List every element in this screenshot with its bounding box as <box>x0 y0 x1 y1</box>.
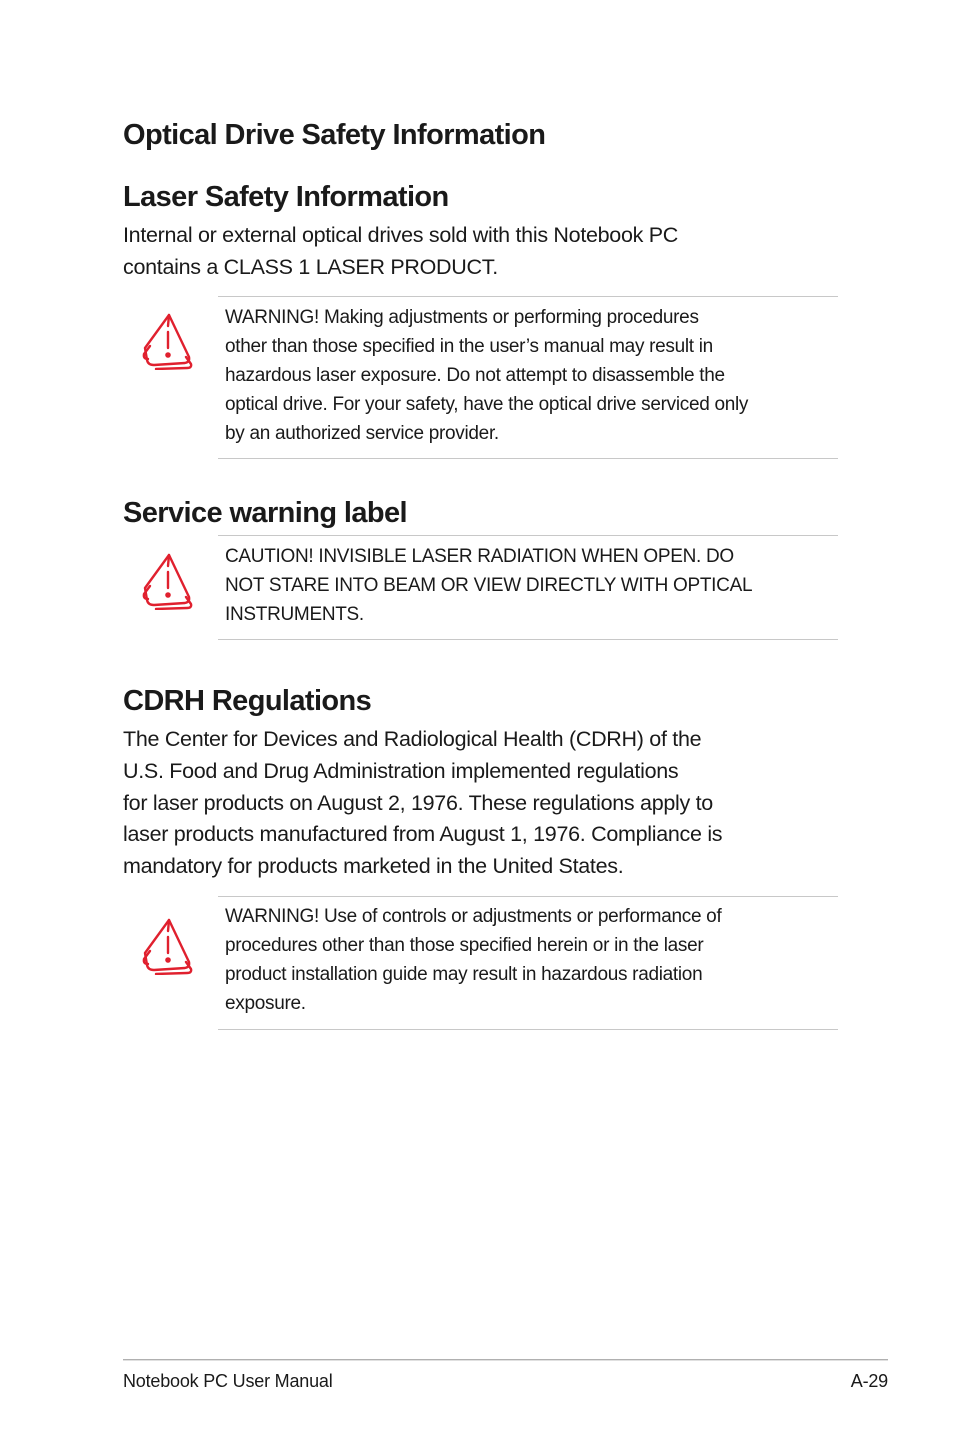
cdrh-warning-text <box>225 903 837 1019</box>
text-line: CAUTION! INVISIBLE LASER RADIATION WHEN OPEN. DO <box>225 546 734 567</box>
text-line: optical drive. For your safety, have the optical drive serviced only <box>225 393 749 415</box>
laser-intro-paragraph <box>123 220 813 284</box>
text-line: exposure. <box>225 992 306 1014</box>
text-line: other than those specified in the user’s manual may result in <box>225 335 713 357</box>
section-title-cdrh-regulations: CDRH Regulations <box>123 685 372 717</box>
notice-top-rule <box>218 296 838 297</box>
text-line: NOT STARE INTO BEAM OR VIEW DIRECTLY WITH OPTICAL <box>225 574 753 596</box>
text-line: Internal or external optical drives sold with this Notebook PC <box>123 223 679 247</box>
text-line: INSTRUMENTS. <box>225 603 364 625</box>
warning-triangle-icon <box>142 552 194 610</box>
text-line: mandatory for products marketed in the United States. <box>123 854 624 879</box>
text-line: product installation guide may result in hazardous radiation <box>225 963 703 985</box>
text-line: WARNING! Making adjustments or performing procedures <box>225 307 699 328</box>
notice-bottom-rule <box>218 1029 838 1030</box>
service-caution-text <box>225 543 837 630</box>
text-line: contains a CLASS 1 LASER PRODUCT. <box>123 254 498 279</box>
notice-top-rule <box>218 896 838 897</box>
notice-bottom-rule <box>218 639 838 640</box>
notice-top-rule <box>218 535 838 536</box>
warning-triangle-icon <box>142 917 194 975</box>
footer-manual-title: Notebook PC User Manual <box>123 1371 333 1391</box>
text-line: procedures other than those specified herein or in the laser <box>225 934 704 956</box>
text-line: WARNING! Use of controls or adjustments or performance of <box>225 906 722 927</box>
footer-rule <box>123 1359 888 1360</box>
text-line: hazardous laser exposure. Do not attempt to disassemble the <box>225 364 725 386</box>
cdrh-paragraph <box>123 724 813 883</box>
footer-page-number: A-29 <box>850 1371 888 1391</box>
section-title-service-warning-label: Service warning label <box>123 497 407 529</box>
section-title-laser-safety: Laser Safety Information <box>123 181 449 213</box>
text-line: U.S. Food and Drug Administration implemented regulations <box>123 758 679 783</box>
text-line: The Center for Devices and Radiological Health (CDRH) of the <box>123 727 702 751</box>
text-line: laser products manufactured from August 1, 1976. Compliance is <box>123 822 723 847</box>
text-line: by an authorized service provider. <box>225 422 499 444</box>
laser-warning-text <box>225 304 837 449</box>
section-title-optical-drive-safety: Optical Drive Safety Information <box>123 119 546 151</box>
warning-triangle-icon <box>142 312 194 370</box>
notice-bottom-rule <box>218 458 838 459</box>
text-line: for laser products on August 2, 1976. These regulations apply to <box>123 790 713 815</box>
